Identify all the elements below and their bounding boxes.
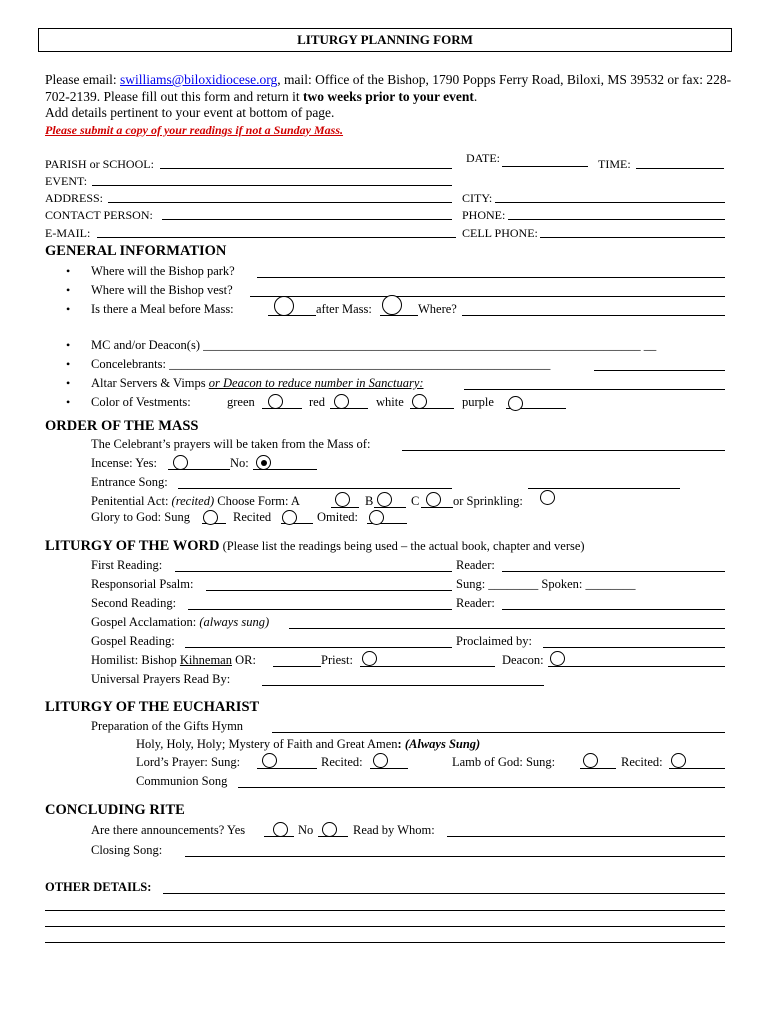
other-details-label: OTHER DETAILS:	[45, 880, 152, 894]
announcements-no-radio[interactable]	[322, 822, 337, 837]
announcements-label: Are there announcements? Yes	[91, 823, 246, 837]
lords-prayer-recited-line	[370, 768, 408, 769]
meal-after-radio[interactable]	[382, 295, 402, 315]
incense-yes-radio[interactable]	[173, 455, 188, 470]
general-heading: GENERAL INFORMATION	[45, 243, 227, 259]
readings-note: Please submit a copy of your readings if not a Sunday Mass.	[45, 122, 344, 137]
email-label: E-MAIL:	[45, 226, 91, 240]
form-b-label: B	[365, 494, 374, 508]
acclamation-field[interactable]	[289, 628, 725, 629]
vestment-color-label: Color of Vestments:	[91, 395, 191, 409]
lords-prayer-recited-label: Recited:	[321, 755, 363, 769]
psalm-sung-spoken: Sung: ________ Spoken: ________	[456, 577, 636, 591]
park-label: Where will the Bishop park?	[91, 264, 235, 278]
red-radio[interactable]	[334, 394, 349, 409]
first-reader-label: Reader:	[456, 558, 495, 572]
deacon-radio[interactable]	[550, 651, 565, 666]
altar-servers-label: Altar Servers & Vimps or Deacon to reduce number in Sanctuary:	[91, 376, 424, 390]
other-details-line-4[interactable]	[45, 942, 725, 943]
holy-holy-note: Holy, Holy, Holy; Mystery of Faith and Great Amen: (Always Sung)	[136, 737, 481, 751]
closing-song-field[interactable]	[185, 856, 725, 857]
lords-prayer-recited-radio[interactable]	[373, 753, 388, 768]
lamb-recited-line	[669, 768, 725, 769]
mc-deacon-label: MC and/or Deacon(s) ______________________________________________________________________ __	[91, 338, 657, 352]
homilist-label: Homilist: Bishop Kihneman OR:	[91, 653, 256, 667]
contact-person-field[interactable]	[162, 219, 452, 220]
form-b-line	[374, 507, 406, 508]
lamb-sung-line	[580, 768, 616, 769]
date-label: DATE:	[466, 151, 500, 165]
read-by-label: Read by Whom:	[353, 823, 435, 837]
announcements-no-line	[318, 836, 348, 837]
sprinkling-radio[interactable]	[540, 490, 555, 505]
white-label: white	[376, 395, 404, 409]
read-by-field[interactable]	[447, 836, 725, 837]
concelebrants-label: Concelebrants: _____________________________________________________________	[91, 357, 551, 371]
bullet: •	[66, 283, 71, 297]
intro-text: Please email: swilliams@biloxidiocese.org, mail: Office of the Bishop, 1790 Popps Ferry Road, Biloxi, MS 39532 or fax: 228-702-2139. Please fill out this form and return it two weeks prior to your event. Add details pertinent to your event at bottom of page. Please submit a copy of your readings if not a Sunday Mass.	[45, 72, 732, 137]
incense-no-label: No:	[230, 456, 249, 470]
intro-details-note: Add details pertinent to your event at bottom of page.	[45, 105, 335, 120]
proclaimed-label: Proclaimed by:	[456, 634, 533, 648]
after-mass-label: after Mass:	[316, 302, 372, 316]
white-radio[interactable]	[412, 394, 427, 409]
first-reading-field[interactable]	[175, 571, 452, 572]
priest-field[interactable]	[360, 666, 495, 667]
date-field[interactable]	[502, 166, 588, 167]
announcements-yes-radio[interactable]	[273, 822, 288, 837]
where-field[interactable]	[462, 315, 725, 316]
altar-servers-field[interactable]	[464, 389, 725, 390]
deacon-label: Deacon:	[502, 653, 544, 667]
bullet: •	[66, 338, 71, 352]
celebrant-field[interactable]	[402, 450, 725, 451]
form-a-radio[interactable]	[335, 492, 350, 507]
gospel-reading-field[interactable]	[185, 647, 452, 648]
glory-omited-label: Omited:	[317, 510, 358, 524]
phone-label: PHONE:	[462, 208, 506, 222]
universal-prayers-field[interactable]	[262, 685, 544, 686]
form-b-radio[interactable]	[377, 492, 392, 507]
vest-label: Where will the Bishop vest?	[91, 283, 233, 297]
email-field[interactable]	[97, 237, 456, 238]
lamb-recited-label: Recited:	[621, 755, 663, 769]
announcements-no-label: No	[298, 823, 314, 837]
glory-sung-radio[interactable]	[203, 510, 218, 525]
homilist-bishop-line[interactable]	[273, 666, 321, 667]
parish-label: PARISH or SCHOOL:	[45, 157, 154, 171]
lords-prayer-sung-line	[257, 768, 317, 769]
concluding-heading: CONCLUDING RITE	[45, 802, 185, 818]
other-details-line-3[interactable]	[45, 926, 725, 927]
proclaimed-field[interactable]	[543, 647, 725, 648]
lords-prayer-sung-label: Lord’s Prayer: Sung:	[136, 755, 241, 769]
cell-field[interactable]	[540, 237, 725, 238]
gifts-hymn-label: Preparation of the Gifts Hymn	[91, 719, 244, 733]
address-field[interactable]	[108, 202, 452, 203]
priest-label: Priest:	[321, 653, 353, 667]
lamb-recited-radio[interactable]	[671, 753, 686, 768]
communion-song-label: Communion Song	[136, 774, 228, 788]
closing-song-label: Closing Song:	[91, 843, 163, 857]
meal-before-radio[interactable]	[274, 296, 294, 316]
parish-field[interactable]	[160, 168, 452, 169]
word-heading-row: LITURGY OF THE WORD (Please list the readings being used – the actual book, chapter and verse)	[45, 538, 585, 554]
meal-after-line	[380, 315, 418, 316]
sprinkling-label: or Sprinkling:	[453, 494, 523, 508]
second-reader-label: Reader:	[456, 596, 495, 610]
glory-recited-label: Recited	[233, 510, 272, 524]
address-label: ADDRESS:	[45, 191, 104, 205]
vest-field[interactable]	[250, 296, 725, 297]
psalm-field[interactable]	[206, 590, 452, 591]
contact-person-label: CONTACT PERSON:	[45, 208, 153, 222]
glory-omited-radio[interactable]	[369, 510, 384, 525]
second-reading-label: Second Reading:	[91, 596, 177, 610]
city-field[interactable]	[495, 202, 725, 203]
meal-label: Is there a Meal before Mass:	[91, 302, 234, 316]
purple-radio[interactable]	[508, 396, 523, 411]
universal-prayers-label: Universal Prayers Read By:	[91, 672, 231, 686]
time-field[interactable]	[636, 168, 724, 169]
incense-yes-label: Incense: Yes:	[91, 456, 157, 470]
first-reading-label: First Reading:	[91, 558, 163, 572]
concelebrants-field[interactable]	[594, 370, 725, 371]
green-label: green	[227, 395, 255, 409]
bullet: •	[66, 264, 71, 278]
bullet: •	[66, 395, 71, 409]
event-field[interactable]	[92, 185, 452, 186]
lamb-sung-label: Lamb of God: Sung:	[452, 755, 556, 769]
event-label: EVENT:	[45, 174, 88, 188]
form-c-label: C	[411, 494, 420, 508]
red-line	[330, 408, 368, 409]
deacon-field[interactable]	[548, 666, 725, 667]
gospel-reading-label: Gospel Reading:	[91, 634, 175, 648]
email-link[interactable]: swilliams@biloxidiocese.org	[119, 72, 278, 87]
second-reader-field[interactable]	[502, 609, 725, 610]
city-label: CITY:	[462, 191, 493, 205]
red-label: red	[309, 395, 325, 409]
where-label: Where?	[418, 302, 457, 316]
order-heading: ORDER OF THE MASS	[45, 418, 199, 434]
eucharist-heading: LITURGY OF THE EUCHARIST	[45, 699, 260, 715]
celebrant-label: The Celebrant’s prayers will be taken from the Mass of:	[91, 437, 371, 451]
form-a-line	[331, 507, 359, 508]
bullet: •	[66, 302, 71, 316]
purple-label: purple	[462, 395, 494, 409]
form-title: LITURGY PLANNING FORM	[38, 28, 732, 52]
acclamation-label: Gospel Acclamation: (always sung)	[91, 615, 270, 629]
phone-field[interactable]	[508, 219, 725, 220]
first-reader-field[interactable]	[502, 571, 725, 572]
green-line	[262, 408, 302, 409]
park-field[interactable]	[257, 277, 725, 278]
lords-prayer-sung-radio[interactable]	[262, 753, 277, 768]
gifts-hymn-field[interactable]	[272, 732, 725, 733]
lamb-sung-radio[interactable]	[583, 753, 598, 768]
other-details-line-1[interactable]	[163, 893, 725, 894]
glory-recited-radio[interactable]	[282, 510, 297, 525]
meal-before-line	[268, 315, 316, 316]
green-radio[interactable]	[268, 394, 283, 409]
glory-sung-label: Glory to God: Sung	[91, 510, 190, 524]
time-label: TIME:	[598, 157, 631, 171]
psalm-label: Responsorial Psalm:	[91, 577, 194, 591]
entrance-song-field[interactable]	[178, 488, 452, 489]
priest-radio[interactable]	[362, 651, 377, 666]
entrance-song-label: Entrance Song:	[91, 475, 168, 489]
communion-song-field[interactable]	[238, 787, 725, 788]
incense-no-radio[interactable]	[256, 455, 271, 470]
penitential-label: Penitential Act: (recited) Choose Form: A	[91, 494, 300, 508]
other-details-line-2[interactable]	[45, 910, 725, 911]
form-c-line	[421, 507, 453, 508]
second-reading-field[interactable]	[188, 609, 452, 610]
bullet: •	[66, 376, 71, 390]
cell-label: CELL PHONE:	[462, 226, 538, 240]
entrance-song-extra-field[interactable]	[528, 488, 680, 489]
form-c-radio[interactable]	[426, 492, 441, 507]
bullet: •	[66, 357, 71, 371]
